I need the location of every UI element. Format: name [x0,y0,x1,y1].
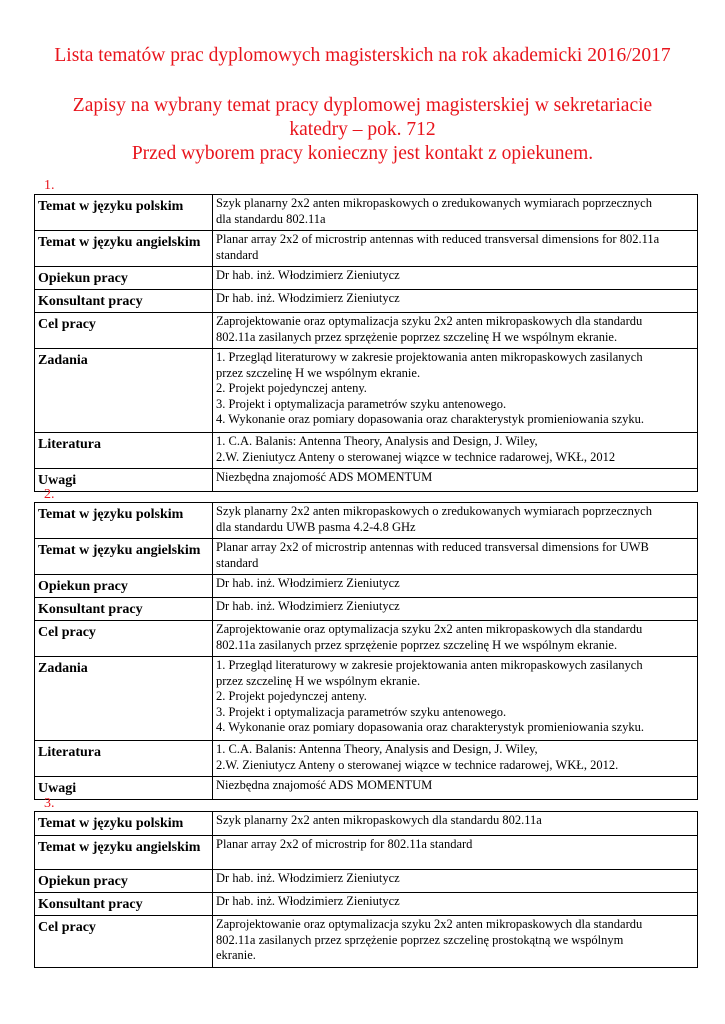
topic-en-value [213,231,698,267]
enrollment-room: katedry – pok. 712 [289,119,436,140]
text-line: standard [216,555,259,570]
label-supervisor: Opiekun pracy [35,575,213,598]
supervisor-contact-note: Przed wyborem pracy konieczny jest kontakt z opiekunem. [131,143,594,164]
text-line: 2. Projekt pojedynczej anteny. [216,381,367,396]
table-row [35,836,698,870]
label-topic-en: Temat w języku angielskim [35,539,213,575]
label-goal: Cel pracy [35,621,213,657]
table-row [35,893,698,916]
label-consultant: Konsultant pracy [35,893,213,916]
text-line: Planar array 2x2 of microstrip antennas with reduced transversal dimensions for 802.11a [216,232,660,246]
table-row [35,657,698,741]
document-title: Lista tematów prac dyplomowych magisterskich na rok akademicki 2016/2017 [54,45,671,66]
supervisor-value: Dr hab. inż. Włodzimierz Zieniutycz [213,575,698,598]
topic-pl-value [213,812,698,836]
text-line: dla standardu UWB pasma 4.2-4.8 GHz [216,519,416,534]
label-topic-pl: Temat w języku polskim [35,812,213,836]
text-line: 1. Przegląd literaturowy w zakresie projektowania anten mikropaskowych zasilanych [216,350,643,364]
literature-value [213,741,698,777]
label-topic-pl: Temat w języku polskim [35,195,213,231]
table-row [35,741,698,777]
text-line: standard [216,247,259,262]
text-line: 1. C.A. Balanis: Antenna Theory, Analysis and Design, J. Wiley, [216,742,538,756]
table-row [35,812,698,836]
topic-table [34,502,698,800]
text-line: przez szczelinę H we wspólnym ekranie. [216,673,421,688]
text-line: 802.11a zasilanych przez sprzężenie poprzez szczelinę H we wspólnym ekranie. [216,637,618,652]
text-line: Zaprojektowanie oraz optymalizacja szyku 2x2 anten mikropaskowych dla standardu [216,917,643,931]
label-consultant: Konsultant pracy [35,598,213,621]
consultant-value: Dr hab. inż. Włodzimierz Zieniutycz [213,290,698,313]
table-row [35,777,698,800]
label-topic-pl: Temat w języku polskim [35,503,213,539]
table-row [35,503,698,539]
table-row [35,870,698,893]
topic-en-value [213,539,698,575]
goal-value [213,621,698,657]
topic-number: 3. [44,796,55,811]
topic-number: 2. [44,487,55,502]
label-literature: Literatura [35,741,213,777]
tasks-value [213,657,698,741]
label-topic-en: Temat w języku angielskim [35,231,213,267]
text-line: Szyk planarny 2x2 anten mikropaskowych o zredukowanych wymiarach poprzecznych [216,196,652,210]
label-notes: Uwagi [35,469,213,492]
supervisor-value: Dr hab. inż. Włodzimierz Zieniutycz [213,267,698,290]
label-consultant: Konsultant pracy [35,290,213,313]
enrollment-info: Zapisy na wybrany temat pracy dyplomowej magisterskiej w sekretariacie [72,95,653,116]
table-row [35,575,698,598]
table-row [35,539,698,575]
text-line: 2.W. Zieniutycz Anteny o sterowanej wiązce w technice radarowej, WKŁ, 2012. [216,757,619,772]
label-goal: Cel pracy [35,916,213,968]
text-line: 4. Wykonanie oraz pomiary dopasowania oraz charakterystyk promieniowania szyku. [216,720,645,735]
text-line: 4. Wykonanie oraz pomiary dopasowania oraz charakterystyk promieniowania szyku. [216,412,645,427]
topic-number: 1. [44,178,55,193]
label-topic-en: Temat w języku angielskim [35,836,213,870]
table-row [35,231,698,267]
label-notes: Uwagi [35,777,213,800]
table-row [35,916,698,968]
text-line: przez szczelinę H we wspólnym ekranie. [216,365,421,380]
table-row [35,469,698,492]
text-line: Planar array 2x2 of microstrip antennas with reduced transversal dimensions for UWB [216,540,649,554]
table-row [35,290,698,313]
topic-en-value [213,836,698,870]
text-line: 3. Projekt i optymalizacja parametrów szyku antenowego. [216,704,507,719]
table-row [35,598,698,621]
table-row [35,195,698,231]
consultant-value: Dr hab. inż. Włodzimierz Zieniutycz [213,598,698,621]
text-line: 3. Projekt i optymalizacja parametrów szyku antenowego. [216,396,507,411]
supervisor-value: Dr hab. inż. Włodzimierz Zieniutycz [213,870,698,893]
label-tasks: Zadania [35,349,213,433]
text-line: Planar array 2x2 of microstrip for 802.11a standard [216,837,473,851]
text-line: 2.W. Zieniutycz Anteny o sterowanej wiązce w technice radarowej, WKŁ, 2012 [216,449,616,464]
text-line: Szyk planarny 2x2 anten mikropaskowych dla standardu 802.11a [216,813,542,827]
goal-value [213,916,698,968]
topic-pl-value [213,195,698,231]
tasks-value [213,349,698,433]
notes-value: Niezbędna znajomość ADS MOMENTUM [213,777,698,800]
topic-table [34,811,698,968]
label-supervisor: Opiekun pracy [35,267,213,290]
literature-value [213,433,698,469]
topic-pl-value [213,503,698,539]
text-line: ekranie. [216,948,256,963]
table-row [35,433,698,469]
table-row [35,621,698,657]
text-line: Zaprojektowanie oraz optymalizacja szyku 2x2 anten mikropaskowych dla standardu [216,314,643,328]
text-line: 2. Projekt pojedynczej anteny. [216,689,367,704]
text-line: 1. C.A. Balanis: Antenna Theory, Analysis and Design, J. Wiley, [216,434,538,448]
label-supervisor: Opiekun pracy [35,870,213,893]
table-row [35,267,698,290]
text-line: 1. Przegląd literaturowy w zakresie projektowania anten mikropaskowych zasilanych [216,658,643,672]
text-line: Szyk planarny 2x2 anten mikropaskowych o zredukowanych wymiarach poprzecznych [216,504,652,518]
text-line: 802.11a zasilanych przez sprzężenie poprzez szczelinę H we wspólnym ekranie. [216,329,618,344]
text-line: dla standardu 802.11a [216,211,326,226]
text-line: 802.11a zasilanych przez sprzężenie poprzez szczelinę prostokątną we wspólnym [216,932,624,947]
table-row [35,313,698,349]
label-tasks: Zadania [35,657,213,741]
consultant-value: Dr hab. inż. Włodzimierz Zieniutycz [213,893,698,916]
label-literature: Literatura [35,433,213,469]
notes-value: Niezbędna znajomość ADS MOMENTUM [213,469,698,492]
text-line: Zaprojektowanie oraz optymalizacja szyku 2x2 anten mikropaskowych dla standardu [216,622,643,636]
table-row [35,349,698,433]
topic-table [34,194,698,492]
goal-value [213,313,698,349]
label-goal: Cel pracy [35,313,213,349]
